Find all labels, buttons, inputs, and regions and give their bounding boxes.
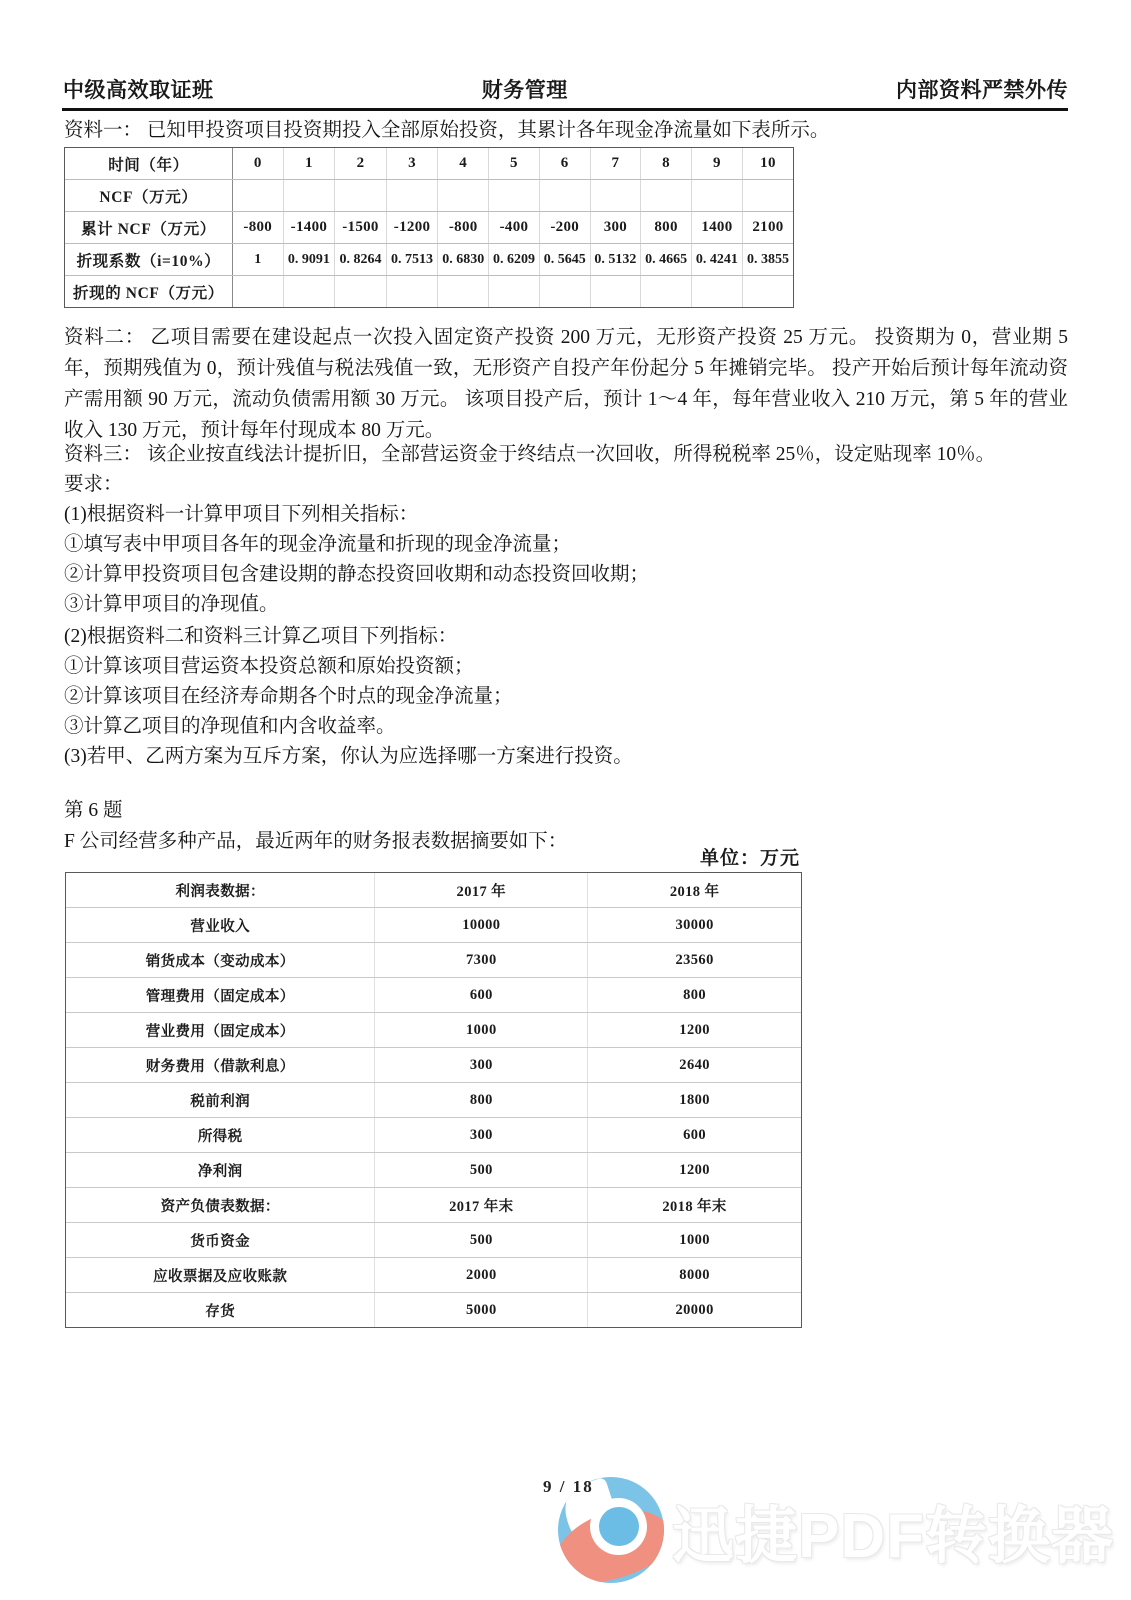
requirement-item: (2)根据资料二和资料三计算乙项目下列指标： bbox=[64, 626, 458, 647]
row-label: 存货 bbox=[66, 1293, 375, 1328]
table-row bbox=[66, 1048, 801, 1083]
cell-discount-factor: 0. 6209 bbox=[489, 244, 540, 276]
cell-discount-factor: 0. 6830 bbox=[438, 244, 489, 276]
row-label: 营业费用（固定成本） bbox=[66, 1013, 375, 1048]
cell-2017: 500 bbox=[375, 1223, 588, 1258]
cell-ncf bbox=[539, 180, 590, 212]
cell-cum-ncf: 1400 bbox=[691, 212, 742, 244]
requirements-heading: 要求： bbox=[64, 474, 123, 495]
cell-discounted-ncf bbox=[386, 276, 438, 308]
row-label: 货币资金 bbox=[66, 1223, 375, 1258]
table-row bbox=[66, 1083, 801, 1118]
cell-discounted-ncf bbox=[539, 276, 590, 308]
table-row bbox=[65, 212, 793, 244]
cell-year: 9 bbox=[691, 148, 742, 180]
cell-year: 4 bbox=[438, 148, 489, 180]
cell-2018: 2018 年末 bbox=[588, 1188, 801, 1223]
cell-ncf bbox=[335, 180, 387, 212]
cell-2018: 1200 bbox=[588, 1013, 801, 1048]
table-row bbox=[66, 908, 801, 943]
cell-discounted-ncf bbox=[283, 276, 335, 308]
cell-ncf bbox=[489, 180, 540, 212]
cell-cum-ncf: -1200 bbox=[386, 212, 438, 244]
cell-discounted-ncf bbox=[742, 276, 793, 308]
cell-cum-ncf: 800 bbox=[641, 212, 692, 244]
cell-discounted-ncf bbox=[335, 276, 387, 308]
cell-year: 7 bbox=[590, 148, 641, 180]
requirement-item: ②计算该项目在经济寿命期各个时点的现金净流量； bbox=[64, 686, 513, 707]
cell-year: 2 bbox=[335, 148, 387, 180]
cell-cum-ncf: -800 bbox=[438, 212, 489, 244]
cell-cum-ncf: -1400 bbox=[283, 212, 335, 244]
watermark bbox=[558, 1477, 1114, 1583]
table-row bbox=[66, 1013, 801, 1048]
cell-discounted-ncf bbox=[489, 276, 540, 308]
row-label: 折现的 NCF（万元） bbox=[65, 276, 232, 308]
requirement-item: ②计算甲投资项目包含建设期的静态投资回收期和动态投资回收期； bbox=[64, 564, 650, 585]
cell-2017: 2017 年 bbox=[375, 873, 588, 908]
cell-year: 0 bbox=[232, 148, 283, 180]
cell-2017: 5000 bbox=[375, 1293, 588, 1328]
page-number: 9 / 18 bbox=[543, 1477, 594, 1496]
cell-discount-factor: 0. 9091 bbox=[283, 244, 335, 276]
table-row bbox=[65, 276, 793, 308]
cell-discounted-ncf bbox=[590, 276, 641, 308]
cell-cum-ncf: -200 bbox=[539, 212, 590, 244]
cell-2018: 1000 bbox=[588, 1223, 801, 1258]
row-label: 净利润 bbox=[66, 1153, 375, 1188]
cell-2017: 2000 bbox=[375, 1258, 588, 1293]
material-two-paragraph: 资料二： 乙项目需要在建设起点一次投入固定资产投资 200 万元，无形资产投资 25 万元。 投资期为 0，营业期 5 年，预期残值为 0，预计残值与税法残值一致，无形资产自投产年份起分 5 年摊销完毕。 投产开始后预计每年流动资产需用额 90 万元，流动负债需用额 30 万元。 该项目投产后，预计 1～4 年，每年营业收入 210 万元，第 5 年的营业收入 130 万元，预计每年付现成本 80 万元。 bbox=[64, 327, 1068, 441]
cell-discount-factor: 0. 5132 bbox=[590, 244, 641, 276]
header-subject: 财务管理 bbox=[481, 78, 568, 102]
row-label: 营业收入 bbox=[66, 908, 375, 943]
cell-ncf bbox=[590, 180, 641, 212]
cell-discounted-ncf bbox=[641, 276, 692, 308]
cell-2018: 1800 bbox=[588, 1083, 801, 1118]
table-row bbox=[66, 1293, 801, 1328]
cell-cum-ncf: 300 bbox=[590, 212, 641, 244]
table-row bbox=[66, 873, 801, 908]
cell-year: 8 bbox=[641, 148, 692, 180]
table-row bbox=[65, 180, 793, 212]
cell-2017: 500 bbox=[375, 1153, 588, 1188]
cell-discount-factor: 0. 3855 bbox=[742, 244, 793, 276]
cell-cum-ncf: 2100 bbox=[742, 212, 793, 244]
row-label: 财务费用（借款利息） bbox=[66, 1048, 375, 1083]
cashflow-table bbox=[64, 147, 794, 308]
cell-year: 1 bbox=[283, 148, 335, 180]
cell-2017: 800 bbox=[375, 1083, 588, 1118]
table-row bbox=[65, 148, 793, 180]
row-label: 销货成本（变动成本） bbox=[66, 943, 375, 978]
cell-ncf bbox=[641, 180, 692, 212]
requirement-item: (1)根据资料一计算甲项目下列相关指标： bbox=[64, 504, 419, 525]
cell-2017: 300 bbox=[375, 1048, 588, 1083]
cell-2017: 300 bbox=[375, 1118, 588, 1153]
cell-year: 10 bbox=[742, 148, 793, 180]
cell-discount-factor: 0. 5645 bbox=[539, 244, 590, 276]
header-notice: 内部资料严禁外传 bbox=[896, 78, 1068, 102]
cell-cum-ncf: -400 bbox=[489, 212, 540, 244]
cell-2018: 30000 bbox=[588, 908, 801, 943]
cell-2017: 2017 年末 bbox=[375, 1188, 588, 1223]
row-label: 税前利润 bbox=[66, 1083, 375, 1118]
cell-ncf bbox=[283, 180, 335, 212]
material-three-paragraph: 资料三： 该企业按直线法计提折旧，全部营运资金于终结点一次回收，所得税税率 25％，设定贴现率 10％。 bbox=[64, 444, 996, 465]
requirement-item: (3)若甲、乙两方案为互斥方案，你认为应选择哪一方案进行投资。 bbox=[64, 746, 633, 767]
cell-ncf bbox=[438, 180, 489, 212]
cell-ncf bbox=[386, 180, 438, 212]
row-label: 时间（年） bbox=[65, 148, 232, 180]
cell-2018: 8000 bbox=[588, 1258, 801, 1293]
row-label: 管理费用（固定成本） bbox=[66, 978, 375, 1013]
row-label: NCF（万元） bbox=[65, 180, 232, 212]
watermark-text: 迅捷PDF转换器 bbox=[672, 1501, 1115, 1571]
cell-2017: 7300 bbox=[375, 943, 588, 978]
material-one-intro: 资料一： 已知甲投资项目投资期投入全部原始投资，其累计各年现金净流量如下表所示。 bbox=[64, 120, 830, 141]
cell-2018: 1200 bbox=[588, 1153, 801, 1188]
cell-discounted-ncf bbox=[438, 276, 489, 308]
table-row bbox=[65, 244, 793, 276]
cell-year: 5 bbox=[489, 148, 540, 180]
cell-2018: 2018 年 bbox=[588, 873, 801, 908]
cell-ncf bbox=[232, 180, 283, 212]
row-label: 折现系数（i=10%） bbox=[65, 244, 232, 276]
cell-2017: 600 bbox=[375, 978, 588, 1013]
table-row bbox=[66, 1188, 801, 1223]
cell-discounted-ncf bbox=[691, 276, 742, 308]
table-row bbox=[66, 1223, 801, 1258]
cell-2017: 10000 bbox=[375, 908, 588, 943]
header-divider bbox=[62, 108, 1068, 111]
financial-table bbox=[65, 872, 802, 1328]
question-six-title: 第 6 题 bbox=[64, 800, 123, 821]
requirement-item: ①填写表中甲项目各年的现金净流量和折现的现金净流量； bbox=[64, 534, 572, 555]
table-row bbox=[66, 1258, 801, 1293]
row-label: 所得税 bbox=[66, 1118, 375, 1153]
row-label: 利润表数据： bbox=[66, 873, 375, 908]
cell-year: 3 bbox=[386, 148, 438, 180]
requirement-item: ③计算乙项目的净现值和内含收益率。 bbox=[64, 716, 396, 737]
table-row bbox=[66, 978, 801, 1013]
cell-ncf bbox=[742, 180, 793, 212]
cell-discount-factor: 0. 4241 bbox=[691, 244, 742, 276]
question-six-intro: F 公司经营多种产品，最近两年的财务报表数据摘要如下： bbox=[64, 831, 568, 852]
cell-2018: 23560 bbox=[588, 943, 801, 978]
cell-discount-factor: 0. 8264 bbox=[335, 244, 387, 276]
cell-2018: 800 bbox=[588, 978, 801, 1013]
requirement-item: ③计算甲项目的净现值。 bbox=[64, 594, 279, 615]
cell-cum-ncf: -800 bbox=[232, 212, 283, 244]
cell-discount-factor: 1 bbox=[232, 244, 283, 276]
table-row bbox=[66, 1153, 801, 1188]
cell-discount-factor: 0. 4665 bbox=[641, 244, 692, 276]
row-label: 应收票据及应收账款 bbox=[66, 1258, 375, 1293]
cell-ncf bbox=[691, 180, 742, 212]
cell-2018: 600 bbox=[588, 1118, 801, 1153]
cell-2018: 2640 bbox=[588, 1048, 801, 1083]
row-label: 累计 NCF（万元） bbox=[65, 212, 232, 244]
header-course-title: 中级高效取证班 bbox=[63, 78, 214, 102]
row-label: 资产负债表数据： bbox=[66, 1188, 375, 1223]
cell-discount-factor: 0. 7513 bbox=[386, 244, 438, 276]
cell-year: 6 bbox=[539, 148, 590, 180]
cell-cum-ncf: -1500 bbox=[335, 212, 387, 244]
cell-2018: 20000 bbox=[675, 1301, 714, 1318]
table-row bbox=[66, 1118, 801, 1153]
requirement-item: ①计算该项目营运资本投资总额和原始投资额； bbox=[64, 656, 474, 677]
unit-label: 单位：万元 bbox=[700, 848, 801, 869]
cell-discounted-ncf bbox=[232, 276, 283, 308]
page-header bbox=[63, 74, 1068, 104]
table-row bbox=[66, 943, 801, 978]
cell-2017: 1000 bbox=[375, 1013, 588, 1048]
